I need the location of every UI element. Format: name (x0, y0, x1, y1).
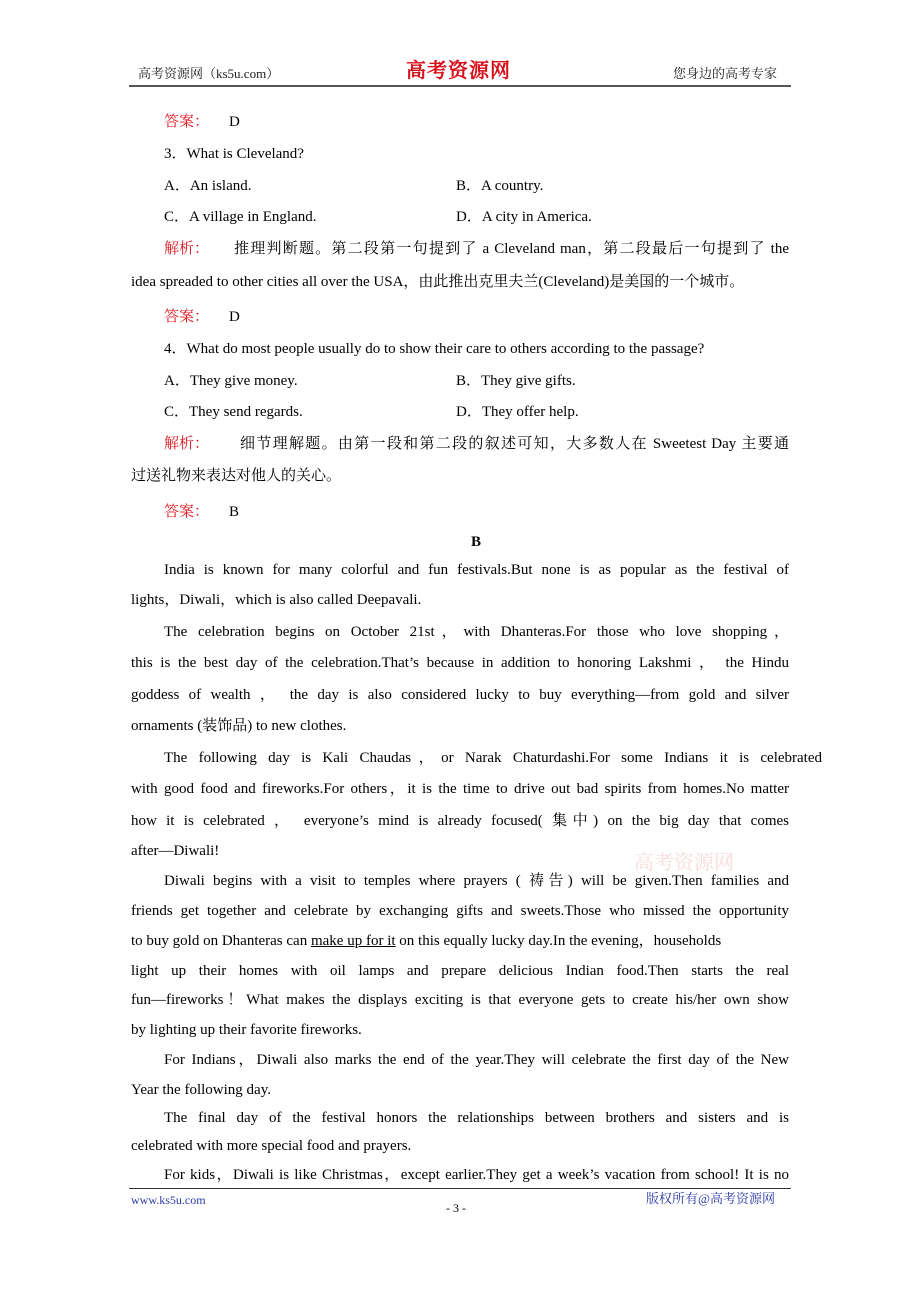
answer-value: D (229, 114, 240, 130)
q4-option-d: D．They offer help. (456, 404, 579, 420)
question-3: 3．What is Cleveland? (164, 146, 304, 162)
passage-line: lights，Diwali，which is also called Deepavali. (131, 592, 422, 608)
q3-analysis-cont: idea spreaded to other cities all over the USA，由此推出克里夫兰(Cleveland)是美国的一个城市。 (131, 274, 745, 290)
q3-option-a: A．An island. (164, 178, 252, 194)
passage-line: by lighting up their favorite fireworks. (131, 1022, 362, 1038)
answer-label: 答案： (164, 309, 210, 325)
passage-line: fun—fireworks！What makes the displays exciting is that everyone gets to create his/her own show (131, 992, 789, 1008)
passage-line: goddess of wealth ， the day is also considered lucky to buy everything—from gold and silver (131, 687, 789, 703)
passage-line: Year the following day. (131, 1082, 271, 1098)
q3-answer: D (229, 309, 240, 325)
analysis-label: 解析： (164, 241, 210, 257)
passage-line: light up their homes with oil lamps and prepare delicious Indian food.Then starts the real (131, 963, 789, 979)
passage-text: on this equally lucky day.In the evening，households (399, 933, 722, 949)
footer-website-link[interactable]: www.ks5u.com (131, 1193, 206, 1207)
footer-copyright: 版权所有@高考资源网 (646, 1191, 775, 1206)
answer-label: 答案： (164, 504, 210, 520)
section-heading: B (471, 534, 482, 550)
passage-line: The following day is Kali Chaudas，or Narak Chaturdashi.For some Indians it is celebrated (164, 750, 822, 766)
q4-answer: B (229, 504, 240, 520)
passage-line: Diwali begins with a visit to temples where prayers ( 祷告) will be given.Then families and (164, 873, 789, 889)
q3-analysis: 推理判断题。第二段第一句提到了 a Cleveland man，第二段最后一句提到了 the (234, 241, 789, 257)
passage-line: celebrated with more special food and prayers. (131, 1138, 412, 1154)
passage-line: this is the best day of the celebration.That’s because in addition to honoring Lakshmi ， the Hindu (131, 655, 789, 671)
page-number: - 3 - (446, 1201, 466, 1215)
watermark-logo: 高考资源网 (634, 850, 734, 874)
underlined-phrase: make up for it (310, 933, 396, 949)
passage-line (131, 931, 721, 951)
passage-line: ornaments (装饰品) to new clothes. (131, 718, 347, 734)
site-logo: 高考资源网 (406, 58, 511, 82)
question-4: 4．What do most people usually do to show their care to others according to the passage? (164, 341, 705, 357)
q3-option-d: D．A city in America. (456, 209, 592, 225)
q3-option-b: B．A country. (456, 178, 544, 194)
passage-line: The final day of the festival honors the relationships between brothers and sisters and is (164, 1110, 789, 1126)
passage-line: after—Diwali! (131, 843, 220, 859)
header-slogan: 您身边的高考专家 (673, 66, 778, 81)
analysis-label: 解析： (164, 436, 210, 452)
q4-analysis-cont: 过送礼物来表达对他人的关心。 (131, 468, 342, 484)
passage-line: The celebration begins on October 21st，with Dhanteras.For those who love shopping， (164, 624, 789, 640)
passage-line: friends get together and celebrate by exchanging gifts and sweets.Those who missed the opportunity (131, 903, 789, 919)
q4-analysis: 细节理解题。由第一段和第二段的叙述可知，大多数人在 Sweetest Day 主要通 (240, 436, 789, 452)
passage-line: India is known for many colorful and fun festivals.But none is as popular as the festival of (164, 562, 789, 578)
q4-option-b: B．They give gifts. (456, 373, 576, 389)
q4-option-a: A．They give money. (164, 373, 298, 389)
answer-label: 答案： (164, 114, 210, 130)
q4-option-c: C．They send regards. (164, 404, 303, 420)
q3-option-c: C．A village in England. (164, 209, 317, 225)
passage-line: with good food and fireworks.For others，it is the time to drive out bad spirits from homes.No matter (131, 781, 789, 797)
passage-line: For kids，Diwali is like Christmas，except earlier.They get a week’s vacation from school! It is no (164, 1167, 789, 1183)
passage-line: For Indians，Diwali also marks the end of the year.They will celebrate the first day of the New (164, 1052, 789, 1068)
header-site-name: 高考资源网（ks5u.com） (138, 66, 280, 81)
passage-line: how it is celebrated ， everyone’s mind is already focused( 集中) on the big day that comes (131, 813, 789, 829)
header-rule (129, 85, 791, 87)
passage-text: to buy gold on Dhanteras can (131, 933, 308, 949)
